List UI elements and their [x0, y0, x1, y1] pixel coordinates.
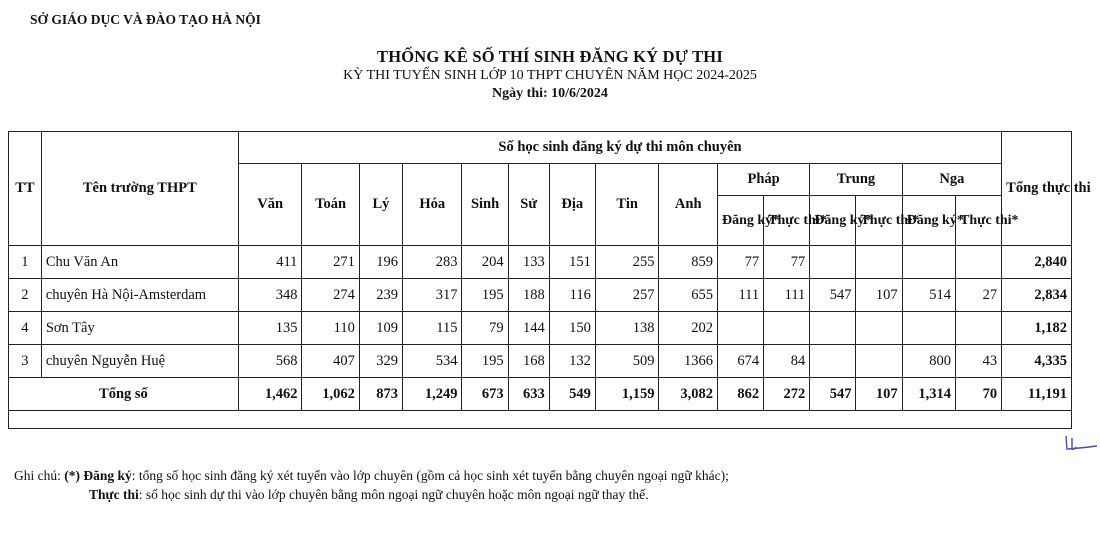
- table-row: [9, 312, 1072, 345]
- count-cell: 115: [402, 312, 462, 345]
- note-def-actual: : số học sinh dự thi vào lớp chuyên bằng môn ngoại ngữ chuyên hoặc môn ngoại ngữ thay thế.: [138, 487, 649, 502]
- count-cell: 133: [508, 246, 549, 279]
- row-total: 2,834: [1002, 279, 1072, 312]
- count-cell: 79: [462, 312, 508, 345]
- header-subject: Tin: [595, 164, 659, 246]
- total-cell: 107: [856, 378, 902, 411]
- school-name: Chu Văn An: [41, 246, 238, 279]
- count-cell: 411: [238, 246, 302, 279]
- header-actual: Thực thi*: [764, 196, 810, 246]
- header-registered: Đăng ký*: [902, 196, 955, 246]
- document-title: THỐNG KÊ SỐ THÍ SINH ĐĂNG KÝ DỰ THI: [377, 47, 723, 66]
- row-number: 3: [9, 345, 42, 378]
- count-cell: 110: [302, 312, 359, 345]
- total-cell: 1,314: [902, 378, 955, 411]
- count-cell: [856, 246, 902, 279]
- count-cell: 509: [595, 345, 659, 378]
- count-cell: [902, 246, 955, 279]
- total-cell: 3,082: [659, 378, 717, 411]
- header-subject: Địa: [549, 164, 595, 246]
- header-total: Tổng thực thi: [1002, 132, 1072, 246]
- count-cell: 348: [238, 279, 302, 312]
- count-cell: 859: [659, 246, 717, 279]
- count-cell: 77: [764, 246, 810, 279]
- count-cell: 329: [359, 345, 402, 378]
- header-subject: Lý: [359, 164, 402, 246]
- count-cell: 109: [359, 312, 402, 345]
- count-cell: 407: [302, 345, 359, 378]
- count-cell: 274: [302, 279, 359, 312]
- signature-mark: [1064, 432, 1098, 454]
- count-cell: 195: [462, 345, 508, 378]
- header-registered: Đăng ký*: [717, 196, 763, 246]
- count-cell: 204: [462, 246, 508, 279]
- total-cell: 549: [549, 378, 595, 411]
- header-lang-group: Nga: [902, 164, 1002, 196]
- row-total: 4,335: [1002, 345, 1072, 378]
- header-subject: Toán: [302, 164, 359, 246]
- total-cell: 862: [717, 378, 763, 411]
- total-cell: 873: [359, 378, 402, 411]
- count-cell: 27: [955, 279, 1001, 312]
- count-cell: 1366: [659, 345, 717, 378]
- total-row-label: Tổng số: [9, 378, 239, 411]
- total-cell: 547: [810, 378, 856, 411]
- note-term-registered: Đăng ký: [83, 468, 132, 483]
- count-cell: [810, 246, 856, 279]
- count-cell: 43: [955, 345, 1001, 378]
- count-cell: 151: [549, 246, 595, 279]
- count-cell: 138: [595, 312, 659, 345]
- total-cell: 1,462: [238, 378, 302, 411]
- header-school: Tên trường THPT: [41, 132, 238, 246]
- count-cell: 317: [402, 279, 462, 312]
- header-actual: Thực thi*: [955, 196, 1001, 246]
- count-cell: 135: [238, 312, 302, 345]
- count-cell: 568: [238, 345, 302, 378]
- total-cell: 1,159: [595, 378, 659, 411]
- count-cell: [902, 312, 955, 345]
- count-cell: 195: [462, 279, 508, 312]
- note-prefix: Ghi chú:: [14, 468, 65, 483]
- header-registered: Đăng ký*: [810, 196, 856, 246]
- department-name: SỞ GIÁO DỤC VÀ ĐÀO TẠO HÀ NỘI: [30, 12, 261, 27]
- count-cell: 655: [659, 279, 717, 312]
- note-line-2: [89, 485, 649, 504]
- header-subject-group: Số học sinh đăng ký dự thi môn chuyên: [238, 132, 1001, 164]
- header-lang-group: Pháp: [717, 164, 809, 196]
- total-cell: 1,062: [302, 378, 359, 411]
- table-row: [9, 246, 1072, 279]
- count-cell: 132: [549, 345, 595, 378]
- note-term-actual: Thực thi: [89, 487, 139, 502]
- count-cell: 800: [902, 345, 955, 378]
- total-cell: 70: [955, 378, 1001, 411]
- count-cell: [856, 312, 902, 345]
- count-cell: 116: [549, 279, 595, 312]
- header-lang-group: Trung: [810, 164, 902, 196]
- row-total: 2,840: [1002, 246, 1072, 279]
- count-cell: [764, 312, 810, 345]
- count-cell: [955, 246, 1001, 279]
- count-cell: [955, 312, 1001, 345]
- count-cell: 84: [764, 345, 810, 378]
- count-cell: 111: [764, 279, 810, 312]
- count-cell: 674: [717, 345, 763, 378]
- count-cell: 196: [359, 246, 402, 279]
- total-cell: 272: [764, 378, 810, 411]
- count-cell: 257: [595, 279, 659, 312]
- count-cell: 168: [508, 345, 549, 378]
- school-name: chuyên Nguyễn Huệ: [41, 345, 238, 378]
- count-cell: [810, 345, 856, 378]
- row-total: 1,182: [1002, 312, 1072, 345]
- count-cell: [810, 312, 856, 345]
- table-row: [9, 279, 1072, 312]
- registration-table: [8, 131, 1091, 411]
- count-cell: 239: [359, 279, 402, 312]
- grand-total: 11,191: [1002, 378, 1072, 411]
- note-mark: (*): [64, 468, 84, 483]
- count-cell: 202: [659, 312, 717, 345]
- total-cell: 633: [508, 378, 549, 411]
- count-cell: 111: [717, 279, 763, 312]
- title-block: [0, 47, 1100, 104]
- header-subject: Sinh: [462, 164, 508, 246]
- header-subject: Sử: [508, 164, 549, 246]
- row-number: 4: [9, 312, 42, 345]
- count-cell: 547: [810, 279, 856, 312]
- header-tt: TT: [9, 132, 42, 246]
- count-cell: [856, 345, 902, 378]
- count-cell: 150: [549, 312, 595, 345]
- exam-date: Ngày thi: 10/6/2024: [492, 86, 608, 101]
- row-number: 2: [9, 279, 42, 312]
- school-name: chuyên Hà Nội-Amsterdam: [41, 279, 238, 312]
- count-cell: 77: [717, 246, 763, 279]
- total-cell: 673: [462, 378, 508, 411]
- count-cell: 188: [508, 279, 549, 312]
- header-subject: Anh: [659, 164, 717, 246]
- count-cell: 514: [902, 279, 955, 312]
- table-row: [9, 345, 1072, 378]
- note-line-1: [14, 466, 729, 485]
- count-cell: 283: [402, 246, 462, 279]
- count-cell: 255: [595, 246, 659, 279]
- count-cell: 534: [402, 345, 462, 378]
- header-subject: Hóa: [402, 164, 462, 246]
- school-name: Sơn Tây: [41, 312, 238, 345]
- count-cell: [717, 312, 763, 345]
- header-subject: Văn: [238, 164, 302, 246]
- row-number: 1: [9, 246, 42, 279]
- note-def-registered: : tổng số học sinh đăng ký xét tuyển vào lớp chuyên (gồm cả học sinh xét tuyển bằng chuyên ngoại ngữ khác);: [131, 468, 729, 483]
- count-cell: 144: [508, 312, 549, 345]
- document-subtitle: KỲ THI TUYỂN SINH LỚP 10 THPT CHUYÊN NĂM HỌC 2024-2025: [343, 68, 757, 83]
- header-actual: Thực thi*: [856, 196, 902, 246]
- count-cell: 107: [856, 279, 902, 312]
- count-cell: 271: [302, 246, 359, 279]
- total-cell: 1,249: [402, 378, 462, 411]
